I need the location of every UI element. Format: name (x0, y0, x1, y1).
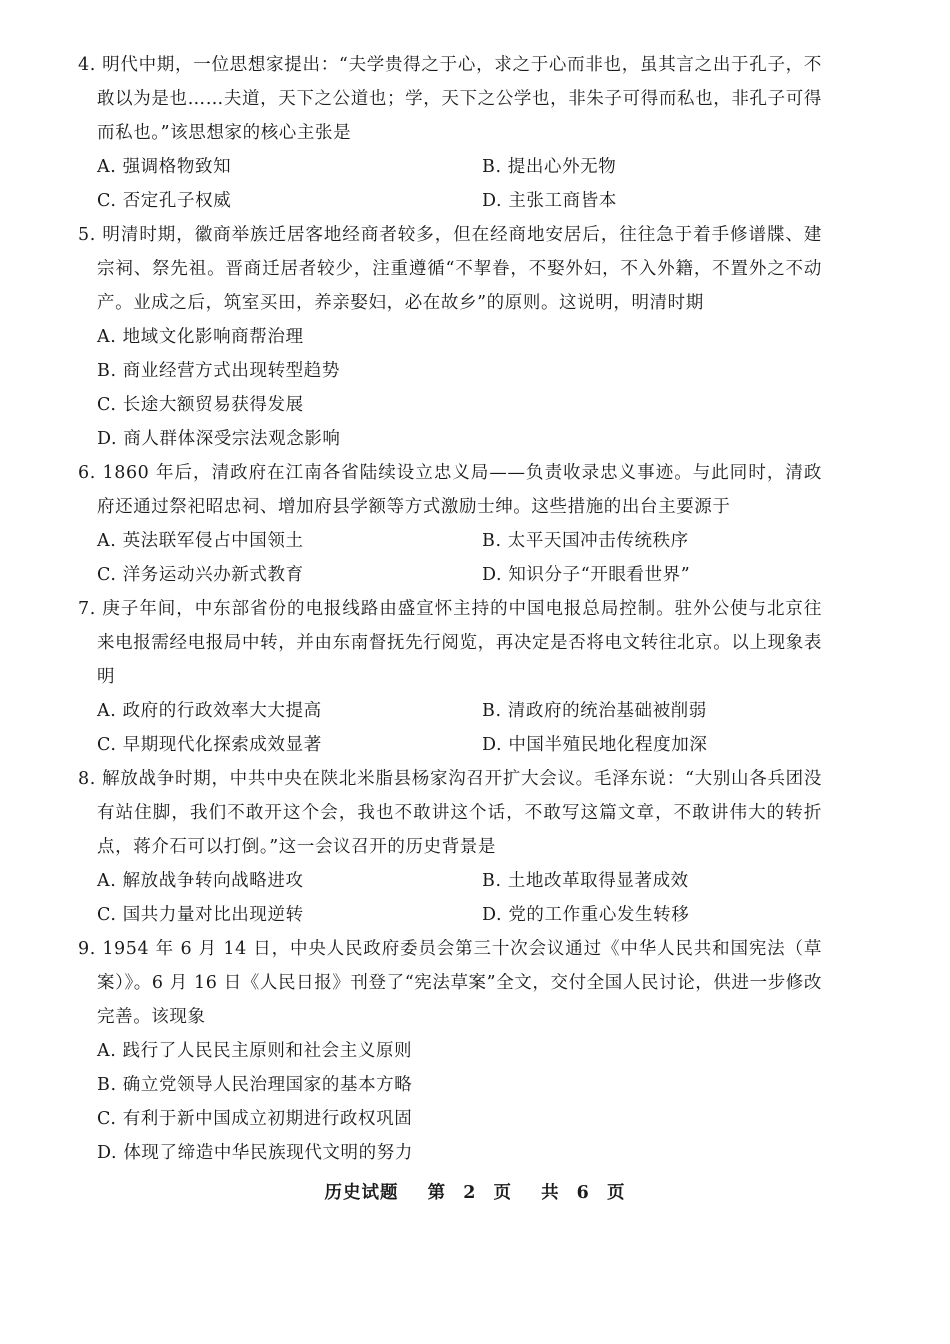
question-5 (78, 218, 822, 456)
question-stem: 8. 解放战争时期，中共中央在陕北米脂县杨家沟召开扩大会议。毛泽东说：“大别山各兵团没有站住脚，我们不敢开这个会，我也不敢讲这个话，不敢写这篇文章，不敢讲伟大的转折点，蒋介石可以打倒。”这一会议召开的历史背景是 (78, 769, 822, 857)
options (78, 524, 822, 592)
options (78, 864, 822, 932)
options (78, 1034, 822, 1170)
options (78, 320, 822, 456)
question-4 (78, 48, 822, 218)
question-9 (78, 932, 822, 1170)
footer-total-pages: 共 6 页 (541, 1183, 626, 1203)
option-b: B. 商业经营方式出现转型趋势 (97, 361, 340, 381)
option-d: D. 知识分子“开眼看世界” (482, 565, 691, 585)
question-stem: 7. 庚子年间，中东部省份的电报线路由盛宣怀主持的中国电报总局控制。驻外公使与北京往来电报需经电报局中转，并由东南督抚先行阅览，再决定是否将电文转往北京。以上现象表明 (78, 599, 822, 687)
option-b: B. 太平天国冲击传统秩序 (482, 531, 689, 551)
page-footer (0, 1178, 950, 1208)
option-c: C. 有利于新中国成立初期进行政权巩固 (97, 1109, 413, 1129)
option-a: A. 强调格物致知 (97, 157, 232, 177)
question-stem: 6. 1860 年后，清政府在江南各省陆续设立忠义局——负责收录忠义事迹。与此同时，清政府还通过祭祀昭忠祠、增加府县学额等方式激励士绅。这些措施的出台主要源于 (78, 463, 822, 517)
option-a: A. 政府的行政效率大大提高 (97, 701, 322, 721)
question-7 (78, 592, 822, 762)
option-d: D. 主张工商皆本 (482, 191, 617, 211)
option-c: C. 国共力量对比出现逆转 (97, 905, 304, 925)
option-c: C. 早期现代化探索成效显著 (97, 735, 322, 755)
option-b: B. 土地改革取得显著成效 (482, 871, 689, 891)
question-6 (78, 456, 822, 592)
option-a: A. 解放战争转向战略进攻 (97, 871, 304, 891)
option-c: C. 否定孔子权威 (97, 191, 232, 211)
option-a: A. 英法联军侵占中国领土 (97, 531, 304, 551)
question-stem: 5. 明清时期，徽商举族迁居客地经商者较多，但在经商地安居后，往往急于着手修谱牒、建宗祠、祭先祖。晋商迁居者较少，注重遵循“不挈眷，不娶外妇，不入外籍，不置外之不动产。业成之后，筑室买田，养亲娶妇，必在故乡”的原则。这说明，明清时期 (78, 225, 822, 313)
option-d: D. 体现了缔造中华民族现代文明的努力 (97, 1143, 413, 1163)
option-c: C. 洋务运动兴办新式教育 (97, 565, 304, 585)
option-d: D. 党的工作重心发生转移 (482, 905, 690, 925)
option-c: C. 长途大额贸易获得发展 (97, 395, 304, 415)
options (78, 150, 822, 218)
footer-subject: 历史试题 (324, 1183, 399, 1203)
option-d: D. 商人群体深受宗法观念影响 (97, 429, 341, 449)
option-b: B. 提出心外无物 (482, 157, 617, 177)
option-a: A. 地域文化影响商帮治理 (97, 327, 304, 347)
question-stem: 4. 明代中期，一位思想家提出：“夫学贵得之于心，求之于心而非也，虽其言之出于孔子，不敢以为是也……夫道，天下之公道也；学，天下之公学也，非朱子可得而私也，非孔子可得而私也。”该思想家的核心主张是 (78, 55, 822, 143)
question-8 (78, 762, 822, 932)
option-b: B. 清政府的统治基础被削弱 (482, 701, 707, 721)
options (78, 694, 822, 762)
option-d: D. 中国半殖民地化程度加深 (482, 735, 708, 755)
option-a: A. 践行了人民民主原则和社会主义原则 (97, 1041, 413, 1061)
option-b: B. 确立党领导人民治理国家的基本方略 (97, 1075, 413, 1095)
footer-page-number: 第 2 页 (427, 1183, 512, 1203)
question-stem: 9. 1954 年 6 月 14 日，中央人民政府委员会第三十次会议通过《中华人民共和国宪法（草案）》。6 月 16 日《人民日报》刊登了“宪法草案”全文，交付全国人民讨论，供进一步修改完善。该现象 (78, 939, 822, 1027)
